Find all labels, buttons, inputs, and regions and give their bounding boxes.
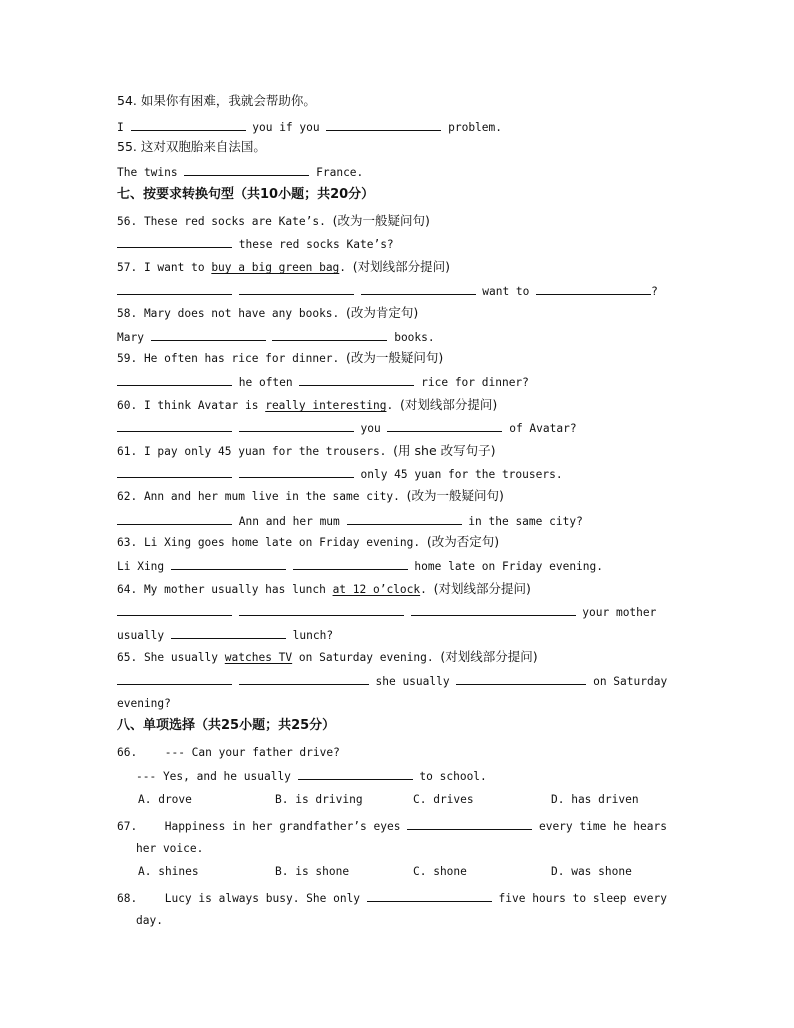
instruction: (改为一般疑问句) — [332, 213, 430, 228]
text: ? — [651, 285, 658, 298]
question-number: 54. — [117, 93, 137, 108]
answer-blank[interactable] — [239, 285, 354, 295]
option-d[interactable]: D. was shone — [551, 865, 632, 878]
answer-blank[interactable] — [239, 468, 354, 478]
answer-blank[interactable] — [151, 331, 266, 341]
text: 65. She usually — [117, 651, 219, 664]
instruction: (对划线部分提问) — [352, 259, 451, 274]
text: I — [117, 121, 124, 134]
question-number: 55. — [117, 139, 137, 154]
text: . — [339, 261, 347, 274]
text: your — [582, 606, 610, 619]
answer-blank[interactable] — [117, 675, 232, 685]
text: mother — [615, 606, 657, 619]
q55-chinese: 这对双胞胎来自法国。 — [140, 139, 266, 154]
option-b[interactable]: B. is shone — [275, 865, 350, 878]
text: in the same city? — [468, 515, 583, 528]
q54-chinese: 如果你有困难，我就会帮助你。 — [140, 93, 316, 108]
q59-prompt — [117, 352, 443, 365]
option-a[interactable]: A. drove — [138, 793, 192, 806]
q56-answer-line — [117, 238, 394, 250]
text: these red socks Kate’s? — [238, 238, 394, 251]
answer-blank[interactable] — [239, 422, 354, 432]
instruction: (对划线部分提问) — [399, 397, 498, 412]
text: on Saturday evening. — [298, 651, 434, 664]
text: every time he hears — [538, 820, 667, 833]
q67-stem-2: her voice. — [136, 842, 204, 855]
answer-blank[interactable] — [131, 121, 246, 131]
text: 62. Ann and her mum live in the same city. — [117, 490, 400, 503]
instruction: (改为一般疑问句) — [406, 488, 504, 503]
text: evening? — [117, 697, 171, 710]
instruction: (对划线部分提问) — [433, 581, 531, 596]
option-d[interactable]: D. has driven — [551, 793, 639, 806]
question-number: 67. — [117, 820, 138, 833]
answer-blank[interactable] — [367, 892, 492, 902]
text: Ann and her mum — [238, 515, 340, 528]
q60-answer-line — [117, 422, 577, 434]
q58-prompt — [117, 307, 418, 320]
instruction: (对划线部分提问) — [440, 649, 538, 664]
text: to school. — [419, 770, 487, 783]
answer-blank[interactable] — [293, 560, 408, 570]
text: France. — [316, 166, 364, 179]
answer-blank[interactable] — [456, 675, 586, 685]
option-c[interactable]: C. shone — [413, 865, 467, 878]
text: Happiness in her grandfather’s eyes — [164, 820, 401, 833]
text: she usually — [375, 675, 450, 688]
answer-blank[interactable] — [411, 606, 576, 616]
answer-blank[interactable] — [117, 238, 232, 248]
question-number: 68. — [117, 892, 138, 905]
q57-prompt — [117, 261, 450, 274]
answer-blank[interactable] — [407, 820, 532, 830]
option-a[interactable]: A. shines — [138, 865, 199, 878]
section-7-title: 七、按要求转换句型（共10小题；共20分） — [117, 187, 375, 202]
instruction: (改为肯定句) — [346, 305, 419, 320]
q62-answer-line — [117, 515, 583, 527]
answer-blank[interactable] — [347, 515, 462, 525]
q68-stem-2: day. — [136, 914, 163, 927]
q61-prompt — [117, 445, 496, 458]
text: --- Yes, and he usually — [136, 770, 291, 783]
text: of Avatar? — [509, 422, 577, 435]
answer-blank[interactable] — [299, 376, 414, 386]
answer-blank[interactable] — [326, 121, 441, 131]
text: 60. I think Avatar is — [117, 399, 259, 412]
answer-blank[interactable] — [117, 422, 232, 432]
q55-answer-line — [117, 166, 363, 178]
question-number: 66. — [117, 746, 138, 759]
text: Mary — [117, 331, 144, 344]
text: lunch? — [292, 629, 334, 642]
instruction: (用 she 改写句子) — [393, 443, 496, 458]
option-c[interactable]: C. drives — [413, 793, 474, 806]
q66-stem-2 — [136, 770, 487, 782]
q68-stem — [117, 892, 667, 904]
text: 56. These red socks are Kate’s. — [117, 215, 326, 228]
instruction: (改为否定句) — [426, 534, 500, 549]
text: books. — [394, 331, 435, 344]
answer-blank[interactable] — [239, 675, 369, 685]
answer-blank[interactable] — [239, 606, 404, 616]
answer-blank[interactable] — [171, 560, 286, 570]
q65-prompt — [117, 651, 538, 664]
q55-prompt — [117, 141, 266, 154]
text: want to — [482, 285, 530, 298]
instruction: (改为一般疑问句) — [346, 350, 444, 365]
text: home late on Friday evening. — [414, 560, 603, 573]
q65-answer-line — [117, 675, 667, 687]
q64-answer-line-2 — [117, 629, 333, 641]
text: 58. Mary does not have any books. — [117, 307, 340, 320]
answer-blank[interactable] — [272, 331, 387, 341]
text: 61. I pay only 45 yuan for the trousers. — [117, 445, 387, 458]
text: he often — [238, 376, 293, 389]
answer-blank[interactable] — [171, 629, 286, 639]
answer-blank[interactable] — [117, 285, 232, 295]
q66-stem — [117, 747, 340, 758]
underlined-phrase: at 12 o’clock — [332, 583, 421, 596]
q59-answer-line — [117, 376, 529, 388]
q62-prompt — [117, 490, 504, 503]
q60-prompt — [117, 399, 497, 412]
text: usually — [117, 629, 165, 642]
text: five hours to sleep every — [498, 892, 667, 905]
text: problem. — [448, 121, 502, 134]
answer-blank[interactable] — [117, 376, 232, 386]
answer-blank[interactable] — [536, 285, 651, 295]
answer-blank[interactable] — [361, 285, 476, 295]
text: only 45 yuan for the trousers. — [360, 468, 563, 481]
text: 64. My mother usually has lunch — [117, 583, 326, 596]
text: you — [360, 422, 381, 435]
answer-blank[interactable] — [184, 166, 309, 176]
underlined-phrase: really interesting — [265, 399, 387, 412]
underlined-phrase: buy a big green bag — [211, 261, 340, 274]
answer-blank[interactable] — [117, 606, 232, 616]
q61-answer-line — [117, 468, 563, 480]
answer-blank[interactable] — [117, 515, 232, 525]
text: Lucy is always busy. She only — [164, 892, 361, 905]
q57-answer-line — [117, 285, 658, 297]
q63-prompt — [117, 536, 499, 549]
q64-prompt — [117, 583, 531, 596]
text: . — [420, 583, 427, 596]
text: you if you — [252, 121, 320, 134]
q67-stem — [117, 820, 667, 832]
q63-answer-line — [117, 560, 603, 572]
answer-blank[interactable] — [117, 468, 232, 478]
answer-blank[interactable] — [298, 770, 413, 780]
q54-prompt — [117, 95, 316, 108]
option-b[interactable]: B. is driving — [275, 793, 363, 806]
q65-answer-line-2 — [117, 698, 171, 709]
q54-answer-line — [117, 121, 502, 133]
text: 59. He often has rice for dinner. — [117, 352, 340, 365]
q64-answer-line — [117, 606, 656, 618]
answer-blank[interactable] — [387, 422, 502, 432]
section-8-title: 八、单项选择（共25小题；共25分） — [117, 718, 336, 733]
text: Li Xing — [117, 560, 165, 573]
q58-answer-line — [117, 331, 435, 343]
underlined-phrase: watches TV — [224, 651, 293, 664]
text: The twins — [117, 166, 178, 179]
text: --- Can your father drive? — [164, 746, 340, 759]
text: 63. Li Xing goes home late on Friday evening. — [117, 536, 421, 549]
text: rice for dinner? — [421, 376, 529, 389]
text: . — [386, 399, 394, 412]
text: 57. I want to — [117, 261, 205, 274]
text: on Saturday — [593, 675, 668, 688]
q56-prompt — [117, 215, 430, 228]
